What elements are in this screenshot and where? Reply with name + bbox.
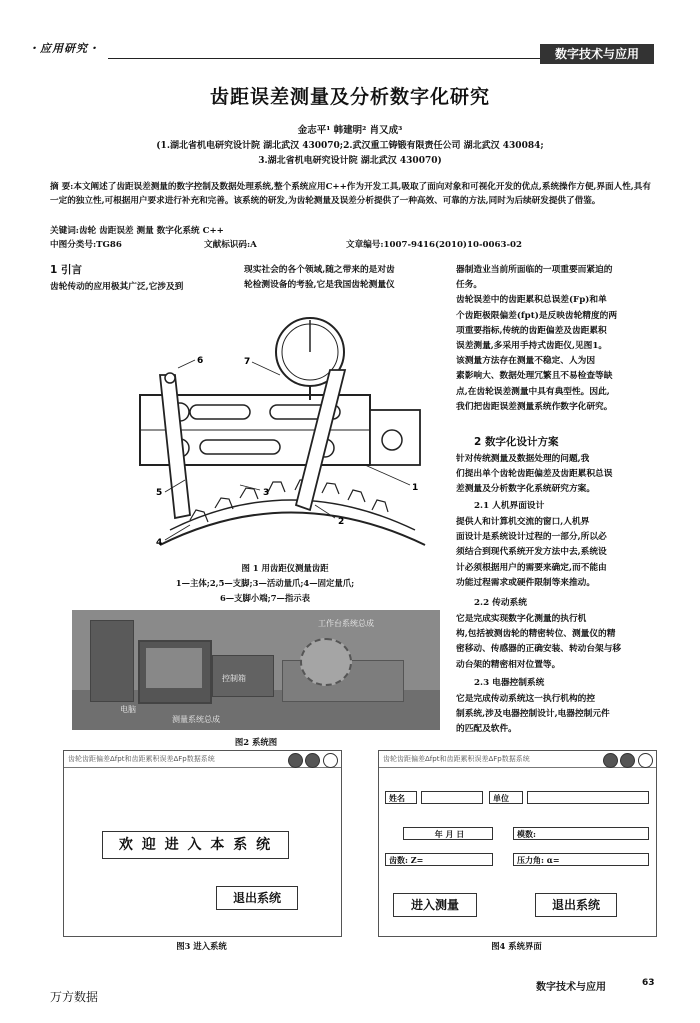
text-line: 功能过程需求或硬件限制等来推动。	[456, 577, 595, 588]
text-line: 密移动、传感器的正确安装、转动台架与移	[456, 644, 622, 655]
text-line: 它是完成实现数字化测量的执行机	[456, 614, 587, 624]
unit-label: 单位	[489, 791, 523, 804]
section-2-3-title: 2.3 电器控制系统	[474, 678, 545, 688]
clc-number: 中图分类号:TG86	[50, 240, 122, 250]
callout-6: 6	[197, 356, 204, 366]
text-line: 项重要指标,传统的齿距偏差及齿距累积	[456, 325, 607, 336]
section-2-title: 2 数字化设计方案	[474, 436, 559, 448]
pc-tower	[90, 620, 134, 702]
monitor	[138, 640, 212, 704]
text-line: 齿轮误差中的齿距累积总误差(Fp)和单	[456, 295, 607, 306]
callout-3: 3	[263, 488, 270, 498]
text-line: 针对传统测量及数据处理的问题,我	[456, 454, 590, 464]
footer-journal: 数字技术与应用	[536, 982, 606, 993]
unit-input[interactable]	[527, 791, 649, 804]
section-2-3-text	[456, 692, 656, 738]
teeth-field[interactable]: 齿数: Z=	[385, 853, 493, 866]
text-line: 动台架的精密相对位置等。	[456, 659, 561, 670]
article-number: 文章编号:1007-9416(2010)10-0063-02	[346, 240, 522, 250]
text-line: 器制造业当前所面临的一项重要而紧迫的	[456, 265, 613, 275]
text-line: 面设计是系统设计过程的一部分,所以必	[456, 532, 607, 543]
text-line: 它是完成传动系统这一执行机构的控	[456, 694, 595, 704]
text-line: 点,在齿轮误差测量中具有典型性。因此,	[456, 386, 610, 397]
keywords: 关键词:齿轮 齿距误差 测量 数字化系统 C++	[50, 226, 224, 236]
header-rule	[108, 58, 540, 59]
figure-1-legend-2: 6—支脚小端;7—指示表	[219, 593, 311, 603]
callout-4: 4	[156, 538, 163, 548]
minimize-icon[interactable]	[288, 753, 303, 768]
affiliation-2: 3.湖北省机电研究设计院 湖北武汉 430070)	[258, 156, 442, 166]
text-line: 误差测量,多采用手持式齿距仪,见图1。	[456, 341, 608, 352]
text-line: 任务。	[456, 280, 483, 291]
name-input[interactable]	[421, 791, 483, 804]
section-label: ・应用研究・	[28, 42, 100, 55]
figure-4-caption: 图4 系统界面	[491, 941, 542, 951]
figure-3-caption: 图3 进入系统	[176, 941, 227, 951]
exit-system-button[interactable]: 退出系统	[535, 893, 617, 917]
text-line: 我们把齿距误差测量系统作数字化研究。	[456, 401, 613, 412]
maximize-icon[interactable]	[620, 753, 635, 768]
text-line: 素影响大、数据处理冗繁且不易检查等缺	[456, 371, 613, 382]
module-field[interactable]: 模数:	[513, 827, 649, 840]
text-line: 差测量及分析数字化系统研究方案。	[456, 484, 595, 495]
abstract: 摘 要:本文阐述了齿距误差测量的数字控制及数据处理系统,整个系统应用C++作为开发工具,吸取了面向对象和可视化开发的优点,系统操作方便,界面人性,具有一定的独立性,可根据用户要求进行补充和完善。该系统的研发,为齿轮测量及误差分析提供了一种高效、可靠的方法,同时为后续研发提供了借鉴。	[50, 182, 651, 206]
date-field[interactable]: 年 月 日	[403, 827, 493, 840]
figure-1-caption: 图 1 用齿距仪测量齿距	[241, 563, 329, 573]
text-line: 轮检测设备的考验,它是我国齿轮测量仪	[244, 280, 395, 291]
pressure-angle-field[interactable]: 压力角: α=	[513, 853, 649, 866]
affiliation-1: (1.湖北省机电研究设计院 湖北武汉 430070;2.武汉重工铸锻有限责任公司 湖北武汉 430084;	[156, 141, 544, 151]
close-icon[interactable]	[638, 753, 653, 768]
section-2-2-title: 2.2 传动系统	[474, 598, 527, 608]
callout-5: 5	[156, 488, 163, 498]
window-title: 齿轮齿距偏差Δfpt和齿距累积误差ΔFp数据系统	[379, 751, 656, 768]
section-2-2-text	[456, 612, 656, 673]
label-pc: 电脑	[120, 705, 136, 714]
figure-1-drawing	[120, 300, 450, 550]
enter-measure-button[interactable]: 进入测量	[393, 893, 477, 917]
figure-2-image	[72, 610, 440, 730]
authors: 金志平¹ 韩建明² 肖又成³	[297, 125, 403, 136]
maximize-icon[interactable]	[305, 753, 320, 768]
text-line: 个齿距极限偏差(fpt)是反映齿轮精度的两	[456, 310, 618, 321]
figure-4-window	[378, 750, 657, 937]
label-measure: 测量系统总成	[172, 715, 220, 724]
text-line: 该测量方法存在测量不稳定、人为因	[456, 356, 595, 367]
text-line: 计必须根据用户的需要来确定,而不能由	[456, 562, 607, 573]
exit-system-button[interactable]: 退出系统	[216, 886, 298, 910]
text-line: 们提出单个齿轮齿距偏差及齿距累积总误	[456, 469, 613, 480]
window-title: 齿轮齿距偏差Δfpt和齿距累积误差ΔFp数据系统	[64, 751, 341, 768]
text-line: 提供人和计算机交流的窗口,人机界	[456, 517, 590, 527]
page-number: 63	[642, 978, 655, 988]
section-1-title: 1 引言	[50, 264, 82, 276]
monitor-screen	[146, 648, 202, 688]
source-watermark: 万方数据	[50, 990, 99, 1004]
text-line: 须结合到现代系统开发方法中去,系统设	[456, 547, 607, 558]
welcome-banner: 欢 迎 进 入 本 系 统	[102, 831, 289, 859]
col3-text-b	[456, 452, 656, 498]
text-line: 的匹配及软件。	[456, 724, 517, 735]
callout-1: 1	[412, 483, 419, 493]
figure-1-legend-1: 1—主体;2,5—支脚;3—活动量爪;4—固定量爪;	[175, 578, 355, 588]
name-label: 姓名	[385, 791, 417, 804]
col1-text	[50, 280, 230, 295]
text-line: 制系统,涉及电器控制设计,电器控制元件	[456, 709, 610, 720]
gear-icon	[300, 638, 352, 686]
figure-3-window	[63, 750, 342, 937]
paper-title: 齿距误差测量及分析数字化研究	[209, 86, 490, 108]
section-2-1-text	[456, 515, 656, 591]
journal-badge: 数字技术与应用	[540, 44, 654, 64]
label-control: 控制箱	[222, 674, 246, 683]
label-worktable: 工作台系统总成	[318, 619, 374, 628]
section-2-1-title: 2.1 人机界面设计	[474, 501, 545, 511]
text-line: 构,包括被测齿轮的精密转位、测量仪的精	[456, 629, 616, 640]
col3-text-a	[456, 263, 656, 415]
figure-2-caption: 图2 系统图	[234, 737, 278, 747]
minimize-icon[interactable]	[603, 753, 618, 768]
close-icon[interactable]	[323, 753, 338, 768]
callout-7: 7	[244, 357, 251, 367]
doc-code: 文献标识码:A	[204, 240, 257, 250]
callout-2: 2	[338, 517, 345, 527]
text-line: 现实社会的各个领域,随之带来的是对齿	[244, 265, 395, 275]
col2-text	[244, 263, 444, 293]
text-line: 齿轮传动的应用极其广泛,它涉及到	[50, 282, 184, 292]
